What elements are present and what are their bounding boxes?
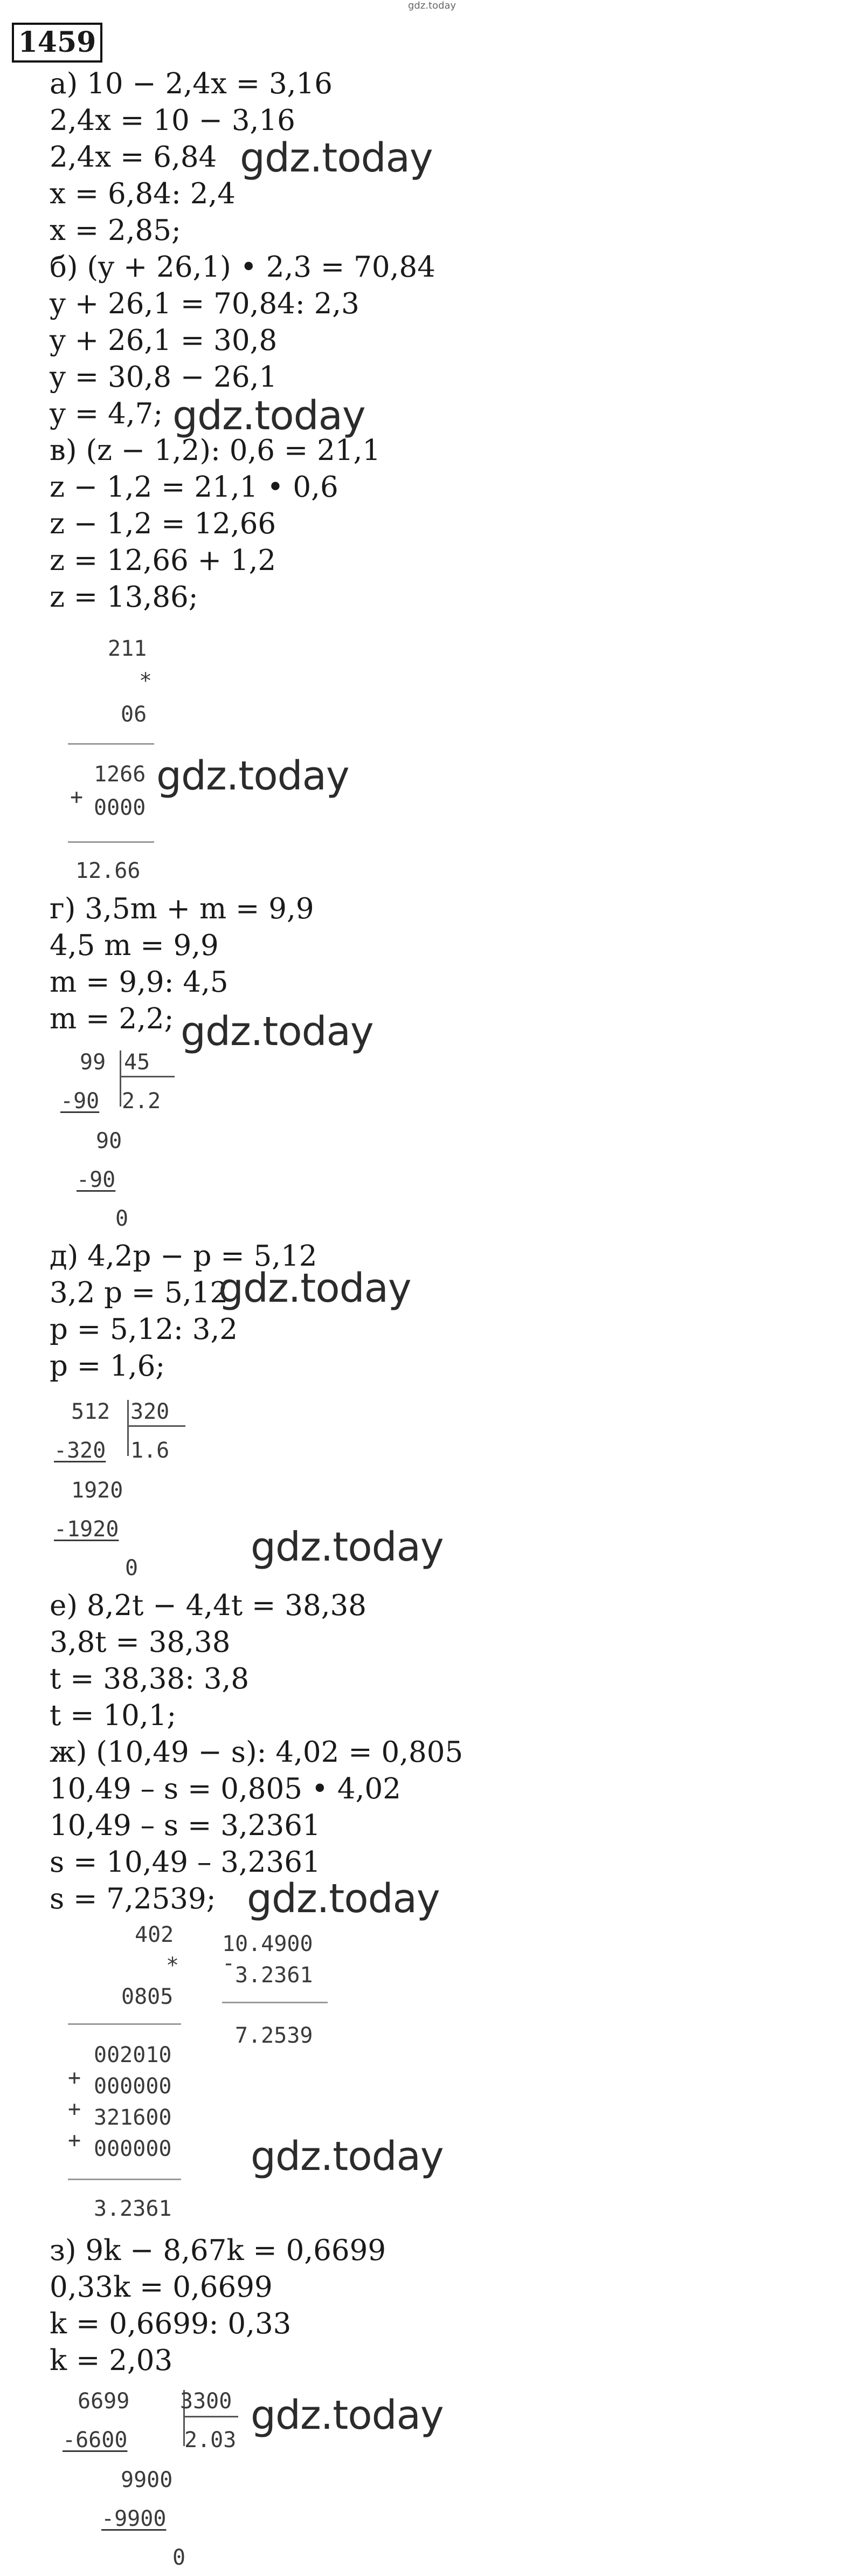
div-z-rem-1: 9900 [121,2468,173,2492]
solution-line-e2: 3,8t = 38,38 [50,1626,231,1659]
solution-line-g1: г) 3,5m + m = 9,9 [50,892,314,925]
calc-v-partial-1: 1266 [94,762,146,787]
div-d-sub-2: -1920 [54,1517,119,1542]
solution-line-d3: p = 5,12: 3,2 [50,1313,238,1346]
top-watermark: gdz.today [408,0,456,11]
solution-line-e4: t = 10,1; [50,1699,177,1732]
watermark: gdz.today [218,1265,411,1311]
div-g-divisor: 45 [124,1050,150,1075]
solution-line-z2: 0,33k = 0,6699 [50,2271,273,2304]
solution-line-d4: p = 1,6; [50,1350,165,1383]
watermark: gdz.today [251,2133,444,2180]
div-g-sub-2: -90 [77,1167,116,1192]
solution-line-v1: в) (z − 1,2): 0,6 = 21,1 [50,434,381,467]
watermark: gdz.today [181,1008,373,1055]
div-z-quotient: 2.03 [184,2428,237,2453]
solution-line-v4: z = 12,66 + 1,2 [50,544,276,577]
calc-v-result: 12.66 [75,858,141,883]
solution-line-z4: k = 2,03 [50,2344,173,2377]
watermark: gdz.today [156,753,349,799]
calc-v-partial-2: 0000 [94,795,146,820]
calc-v-rule-2 [68,841,154,843]
sub-zh-minus: - [222,1951,236,1976]
calc-zh-partial-4: 000000 [94,2137,172,2161]
div-g-dividend: 99 [80,1050,106,1075]
calc-zh-partial-1: 002010 [94,2043,172,2067]
div-z-divisor: 3300 [180,2389,232,2414]
solution-line-d1: д) 4,2p − p = 5,12 [50,1240,317,1273]
calc-zh-plus-1: + [68,2065,81,2090]
sub-zh-rule [222,2002,328,2003]
calc-zh-mult: 0805 [121,1984,174,2009]
div-d-divisor: 320 [130,1399,170,1424]
div-d-divisor-rule [128,1425,185,1427]
solution-line-b4: y = 30,8 − 26,1 [50,361,278,394]
solution-line-zh2: 10,49 – s = 0,805 • 4,02 [50,1773,401,1805]
solution-line-zh3: 10,49 – s = 3,2361 [50,1809,321,1842]
solution-line-b1: б) (y + 26,1) • 2,3 = 70,84 [50,251,435,284]
solution-line-v3: z − 1,2 = 12,66 [50,507,276,540]
div-g-rem-1: 90 [96,1129,122,1153]
div-d-rem-2: 0 [125,1556,139,1581]
solution-line-g3: m = 9,9: 4,5 [50,966,229,999]
solution-line-z1: з) 9k − 8,67k = 0,6699 [50,2234,386,2267]
div-d-rem-1: 1920 [71,1478,123,1503]
watermark: gdz.today [240,135,433,181]
solution-line-a1: а) 10 − 2,4x = 3,16 [50,67,333,100]
div-d-bar [127,1400,129,1456]
calc-zh-result: 3.2361 [94,2196,172,2221]
div-g-rem-2: 0 [115,1206,129,1231]
div-g-quotient: 2.2 [122,1089,161,1114]
solution-line-z3: k = 0,6699: 0,33 [50,2307,292,2340]
solution-line-e1: е) 8,2t − 4,4t = 38,38 [50,1589,366,1622]
solution-line-e3: t = 38,38: 3,8 [50,1663,250,1695]
calc-v-top: 211 [108,636,147,661]
div-d-quotient: 1.6 [130,1438,170,1463]
watermark: gdz.today [251,2392,444,2438]
calc-zh-top: 402 [135,1922,174,1947]
solution-line-a2: 2,4x = 10 − 3,16 [50,104,295,137]
sub-zh-bottom: 3.2361 [235,1963,313,1988]
solution-line-zh5: s = 7,2539; [50,1883,216,1915]
div-g-sub-1: -90 [60,1089,100,1114]
calc-v-mult: 06 [121,702,147,727]
div-z-rem-2: 0 [172,2545,186,2570]
solution-line-g4: m = 2,2; [50,1002,174,1035]
calc-zh-op: * [166,1953,179,1978]
calc-zh-partial-3: 321600 [94,2105,172,2130]
task-number-box: 1459 [12,23,102,63]
solution-line-b3: y + 26,1 = 30,8 [50,324,278,357]
calc-v-op: * [139,669,153,693]
watermark: gdz.today [172,393,365,439]
sub-zh-top: 10.4900 [222,1932,313,1956]
calc-v-rule-1 [68,743,154,745]
calc-zh-partial-2: 000000 [94,2074,172,2099]
solution-line-d2: 3,2 p = 5,12 [50,1276,229,1309]
div-d-dividend: 512 [71,1399,110,1424]
solution-line-v2: z − 1,2 = 21,1 • 0,6 [50,471,338,504]
solution-line-g2: 4,5 m = 9,9 [50,929,219,962]
div-z-divisor-rule [184,2416,238,2417]
solution-line-b2: y + 26,1 = 70,84: 2,3 [50,287,359,320]
solution-line-zh4: s = 10,49 – 3,2361 [50,1846,321,1879]
solution-line-zh1: ж) (10,49 − s): 4,02 = 0,805 [50,1736,463,1769]
calc-v-plus: + [70,785,84,809]
calc-zh-rule-1 [68,2023,181,2025]
solution-line-a5: x = 2,85; [50,214,181,247]
sub-zh-result: 7.2539 [235,2023,313,2048]
solution-line-b5: y = 4,7; [50,397,163,430]
calc-zh-plus-2: + [68,2097,81,2121]
div-g-divisor-rule [121,1076,175,1077]
div-z-sub-2: -9900 [101,2506,167,2531]
watermark: gdz.today [247,1876,440,1922]
calc-zh-rule-2 [68,2179,181,2180]
solution-line-v5: z = 13,86; [50,581,198,614]
solution-line-a4: x = 6,84: 2,4 [50,177,236,210]
watermark: gdz.today [251,1524,444,1570]
calc-zh-plus-3: + [68,2128,81,2153]
div-z-dividend: 6699 [78,2389,130,2414]
div-z-sub-1: -6600 [63,2428,128,2453]
div-d-sub-1: -320 [54,1438,106,1463]
solution-line-a3: 2,4x = 6,84 [50,141,217,174]
div-g-bar [120,1050,121,1107]
